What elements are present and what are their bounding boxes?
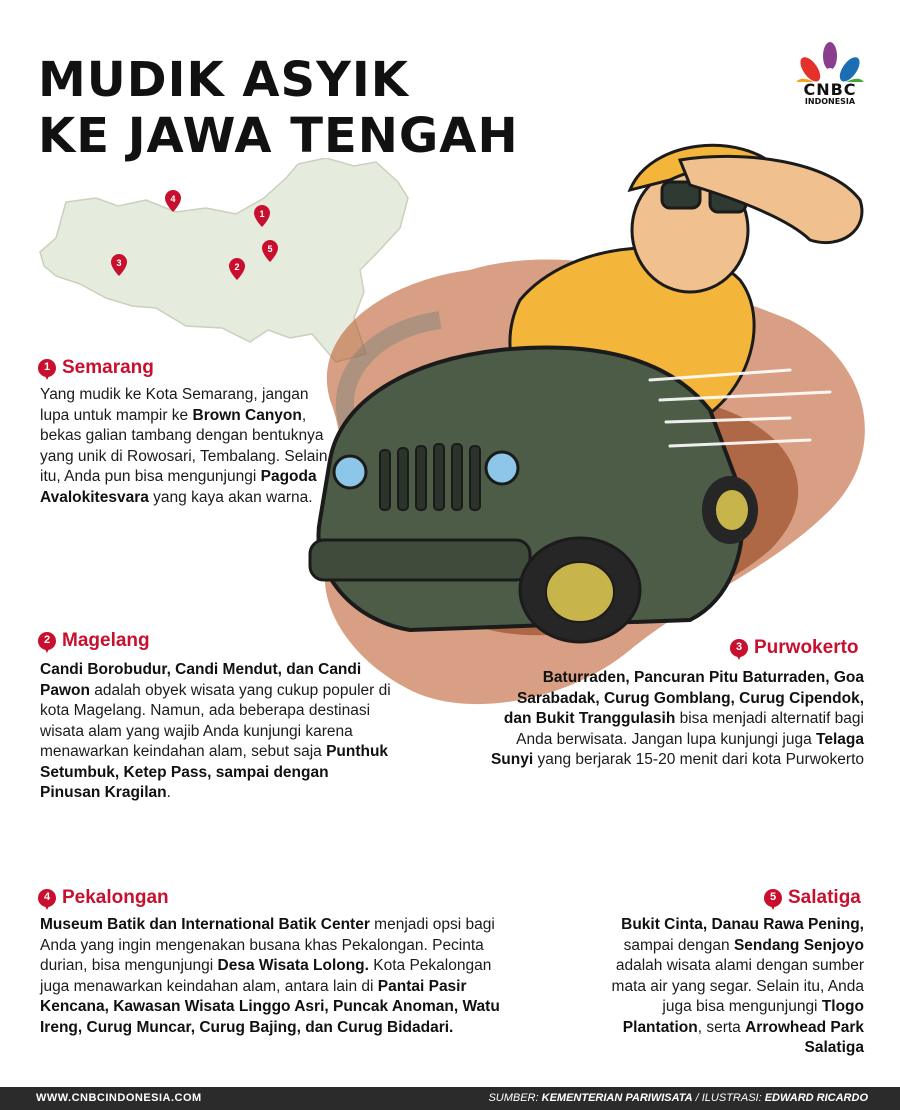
- footer: [0, 1087, 900, 1110]
- logo-name: CNBC: [803, 80, 857, 99]
- section-title-purwokerto: [730, 637, 859, 659]
- pekalongan-title: Pekalongan: [62, 887, 169, 908]
- salatiga-body: Bukit Cinta, Danau Rawa Pening, sampai dengan Sendang Senjoyo adalah wisata alami dengan sumber mata air yang segar. Selain itu, Anda juga bisa mengunjungi Tlogo Plantation, serta Arrowhead Park Salatiga: [611, 916, 864, 1056]
- svg-text:4: 4: [170, 194, 176, 204]
- svg-text:5: 5: [267, 244, 273, 254]
- pin-3-icon: 3: [730, 639, 748, 657]
- logo-sub: INDONESIA: [804, 97, 856, 106]
- magelang-title: Magelang: [62, 630, 150, 651]
- peacock-icon: [790, 40, 870, 82]
- map-pin-4[interactable]: [165, 190, 181, 212]
- pin-5-icon: 5: [764, 889, 782, 907]
- pin-4-icon: 4: [38, 889, 56, 907]
- magelang-body: Candi Borobudur, Candi Mendut, dan Candi Pawon adalah obyek wisata yang cukup populer di kota Magelang. Namun, ada beberapa destinasi wisata alam yang wajib Anda kunjungi karena menawarkan keindahan alam, sebut saja Punthuk Setumbuk, Ketep Pass, sampai dengan Pinusan Kragilan.: [40, 661, 391, 801]
- purwokerto-body: Baturraden, Pancuran Pitu Baturraden, Goa Sarabadak, Curug Gomblang, Curug Cipendok, dan Bukit Tranggulasih bisa menjadi alternatif bagi Anda berwisata. Jangan lupa kunjungi juga Telaga Sunyi yang berjarak 15-20 menit dari kota Purwokerto: [490, 669, 864, 768]
- section-title-semarang: [38, 357, 154, 379]
- pin-1-icon: 1: [38, 359, 56, 377]
- section-title-magelang: [38, 630, 150, 652]
- salatiga-title: Salatiga: [788, 887, 861, 908]
- semarang-body: Yang mudik ke Kota Semarang, jangan lupa untuk mampir ke Brown Canyon, bekas galian tambang dengan bentuknya yang unik di Rowosari, Tembalang. Selain itu, Anda pun bisa mengunjungi Pagoda Avalokitesvara yang kaya akan warna.: [40, 386, 328, 506]
- section-title-pekalongan: [38, 887, 169, 909]
- pin-2-icon: 2: [38, 632, 56, 650]
- title-line-2: KE JAWA TENGAH: [38, 108, 519, 164]
- map-pin-2[interactable]: [229, 258, 245, 280]
- footer-credits: SUMBER: KEMENTERIAN PARIWISATA / ILUSTRASI: EDWARD RICARDO: [488, 1092, 868, 1104]
- footer-url[interactable]: WWW.CNBCINDONESIA.COM: [36, 1092, 202, 1104]
- map-pin-3[interactable]: [111, 254, 127, 276]
- purwokerto-title: Purwokerto: [754, 637, 859, 658]
- svg-text:3: 3: [116, 258, 122, 268]
- svg-text:2: 2: [234, 262, 240, 272]
- map-pin-1[interactable]: [254, 205, 270, 227]
- cnbc-logo: [790, 40, 870, 110]
- section-title-salatiga: [764, 887, 861, 909]
- title-line-1: MUDIK ASYIK: [38, 52, 409, 108]
- pekalongan-body: Museum Batik dan International Batik Center menjadi opsi bagi Anda yang ingin mengenakan busana khas Pekalongan. Pecinta durian, bisa mengunjungi Desa Wisata Lolong. Kota Pekalongan juga menawarkan keindahan alam, antara lain di Pantai Pasir Kencana, Kawasan Wisata Linggo Asri, Puncak Anoman, Watu Ireng, Curug Muncar, Curug Bajing, dan Curug Bidadari.: [40, 916, 500, 1036]
- svg-text:1: 1: [259, 209, 265, 219]
- semarang-title: Semarang: [62, 357, 154, 378]
